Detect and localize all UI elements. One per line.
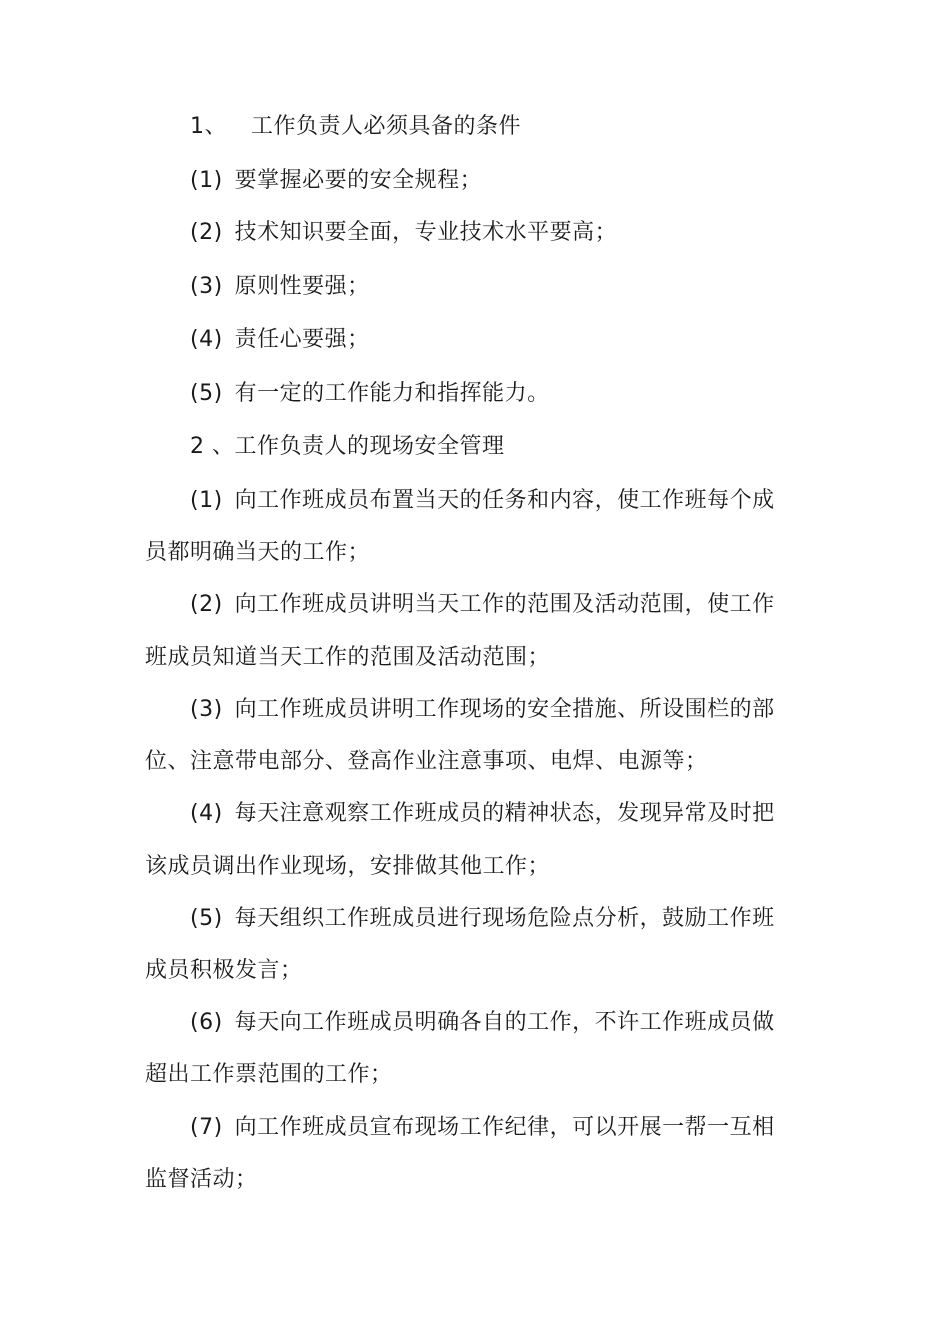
item-text: 超出工作票范围的工作；: [145, 1062, 393, 1087]
section-title: 工作负责人的现场安全管理: [234, 434, 505, 459]
item-text: 员都明确当天的工作；: [145, 540, 371, 565]
item-text: 监督活动；: [145, 1167, 258, 1192]
list-item: [190, 379, 550, 409]
item-number: (1): [190, 488, 223, 513]
section-number: 2 、: [190, 434, 235, 459]
list-item-line-2: [145, 852, 550, 882]
list-item: [190, 218, 617, 248]
item-text: 责任心要强；: [234, 327, 370, 352]
list-item: [190, 166, 482, 196]
item-text: 向工作班成员讲明当天工作的范围及活动范围，使工作: [234, 592, 775, 617]
item-text: 每天向工作班成员明确各自的工作，不许工作班成员做: [234, 1010, 775, 1035]
list-item-line-2: [145, 1165, 258, 1195]
item-text: 向工作班成员讲明工作现场的安全措施、所设围栏的部: [234, 697, 775, 722]
item-number: (2): [190, 220, 223, 245]
list-item-line-1: [190, 799, 775, 829]
item-number: (5): [190, 906, 223, 931]
item-text: 成员积极发言；: [145, 958, 303, 983]
item-number: (1): [190, 168, 223, 193]
item-number: (7): [190, 1115, 223, 1140]
list-item-line-2: [145, 643, 550, 673]
item-number: (3): [190, 697, 223, 722]
item-number: (5): [190, 381, 223, 406]
list-item-line-2: [145, 1060, 393, 1090]
section-number: 1、: [190, 114, 227, 139]
item-text: 班成员知道当天工作的范围及活动范围；: [145, 645, 551, 670]
list-item-line-1: [190, 1008, 775, 1038]
item-text: 原则性要强；: [234, 274, 370, 299]
list-item-line-1: [190, 904, 775, 934]
item-number: (4): [190, 327, 223, 352]
list-item-line-2: [145, 956, 303, 986]
list-item-line-1: [190, 486, 775, 516]
item-text: 要掌握必要的安全规程；: [234, 168, 483, 193]
item-number: (4): [190, 801, 223, 826]
item-text: 该成员调出作业现场，安排做其他工作；: [145, 854, 551, 879]
list-item-line-1: [190, 695, 775, 725]
item-text: 向工作班成员宣布现场工作纪律，可以开展一帮一互相: [234, 1115, 775, 1140]
item-text: 每天注意观察工作班成员的精神状态，发现异常及时把: [234, 801, 775, 826]
item-number: (2): [190, 592, 223, 617]
list-item: [190, 325, 370, 355]
section-2-heading: [190, 432, 505, 462]
item-number: (3): [190, 274, 223, 299]
item-text: 位、注意带电部分、登高作业注意事项、电焊、电源等；: [145, 749, 708, 774]
item-number: (6): [190, 1010, 223, 1035]
section-1-heading: [190, 112, 521, 142]
list-item-line-2: [145, 538, 370, 568]
item-text: 技术知识要全面，专业技术水平要高；: [234, 220, 618, 245]
list-item-line-2: [145, 747, 708, 777]
item-text: 有一定的工作能力和指挥能力。: [234, 381, 550, 406]
item-text: 每天组织工作班成员进行现场危险点分析，鼓励工作班: [234, 906, 775, 931]
item-text: 向工作班成员布置当天的任务和内容，使工作班每个成: [234, 488, 775, 513]
list-item-line-1: [190, 590, 775, 620]
list-item-line-1: [190, 1113, 775, 1143]
section-title: 工作负责人必须具备的条件: [251, 114, 522, 139]
list-item: [190, 272, 370, 302]
